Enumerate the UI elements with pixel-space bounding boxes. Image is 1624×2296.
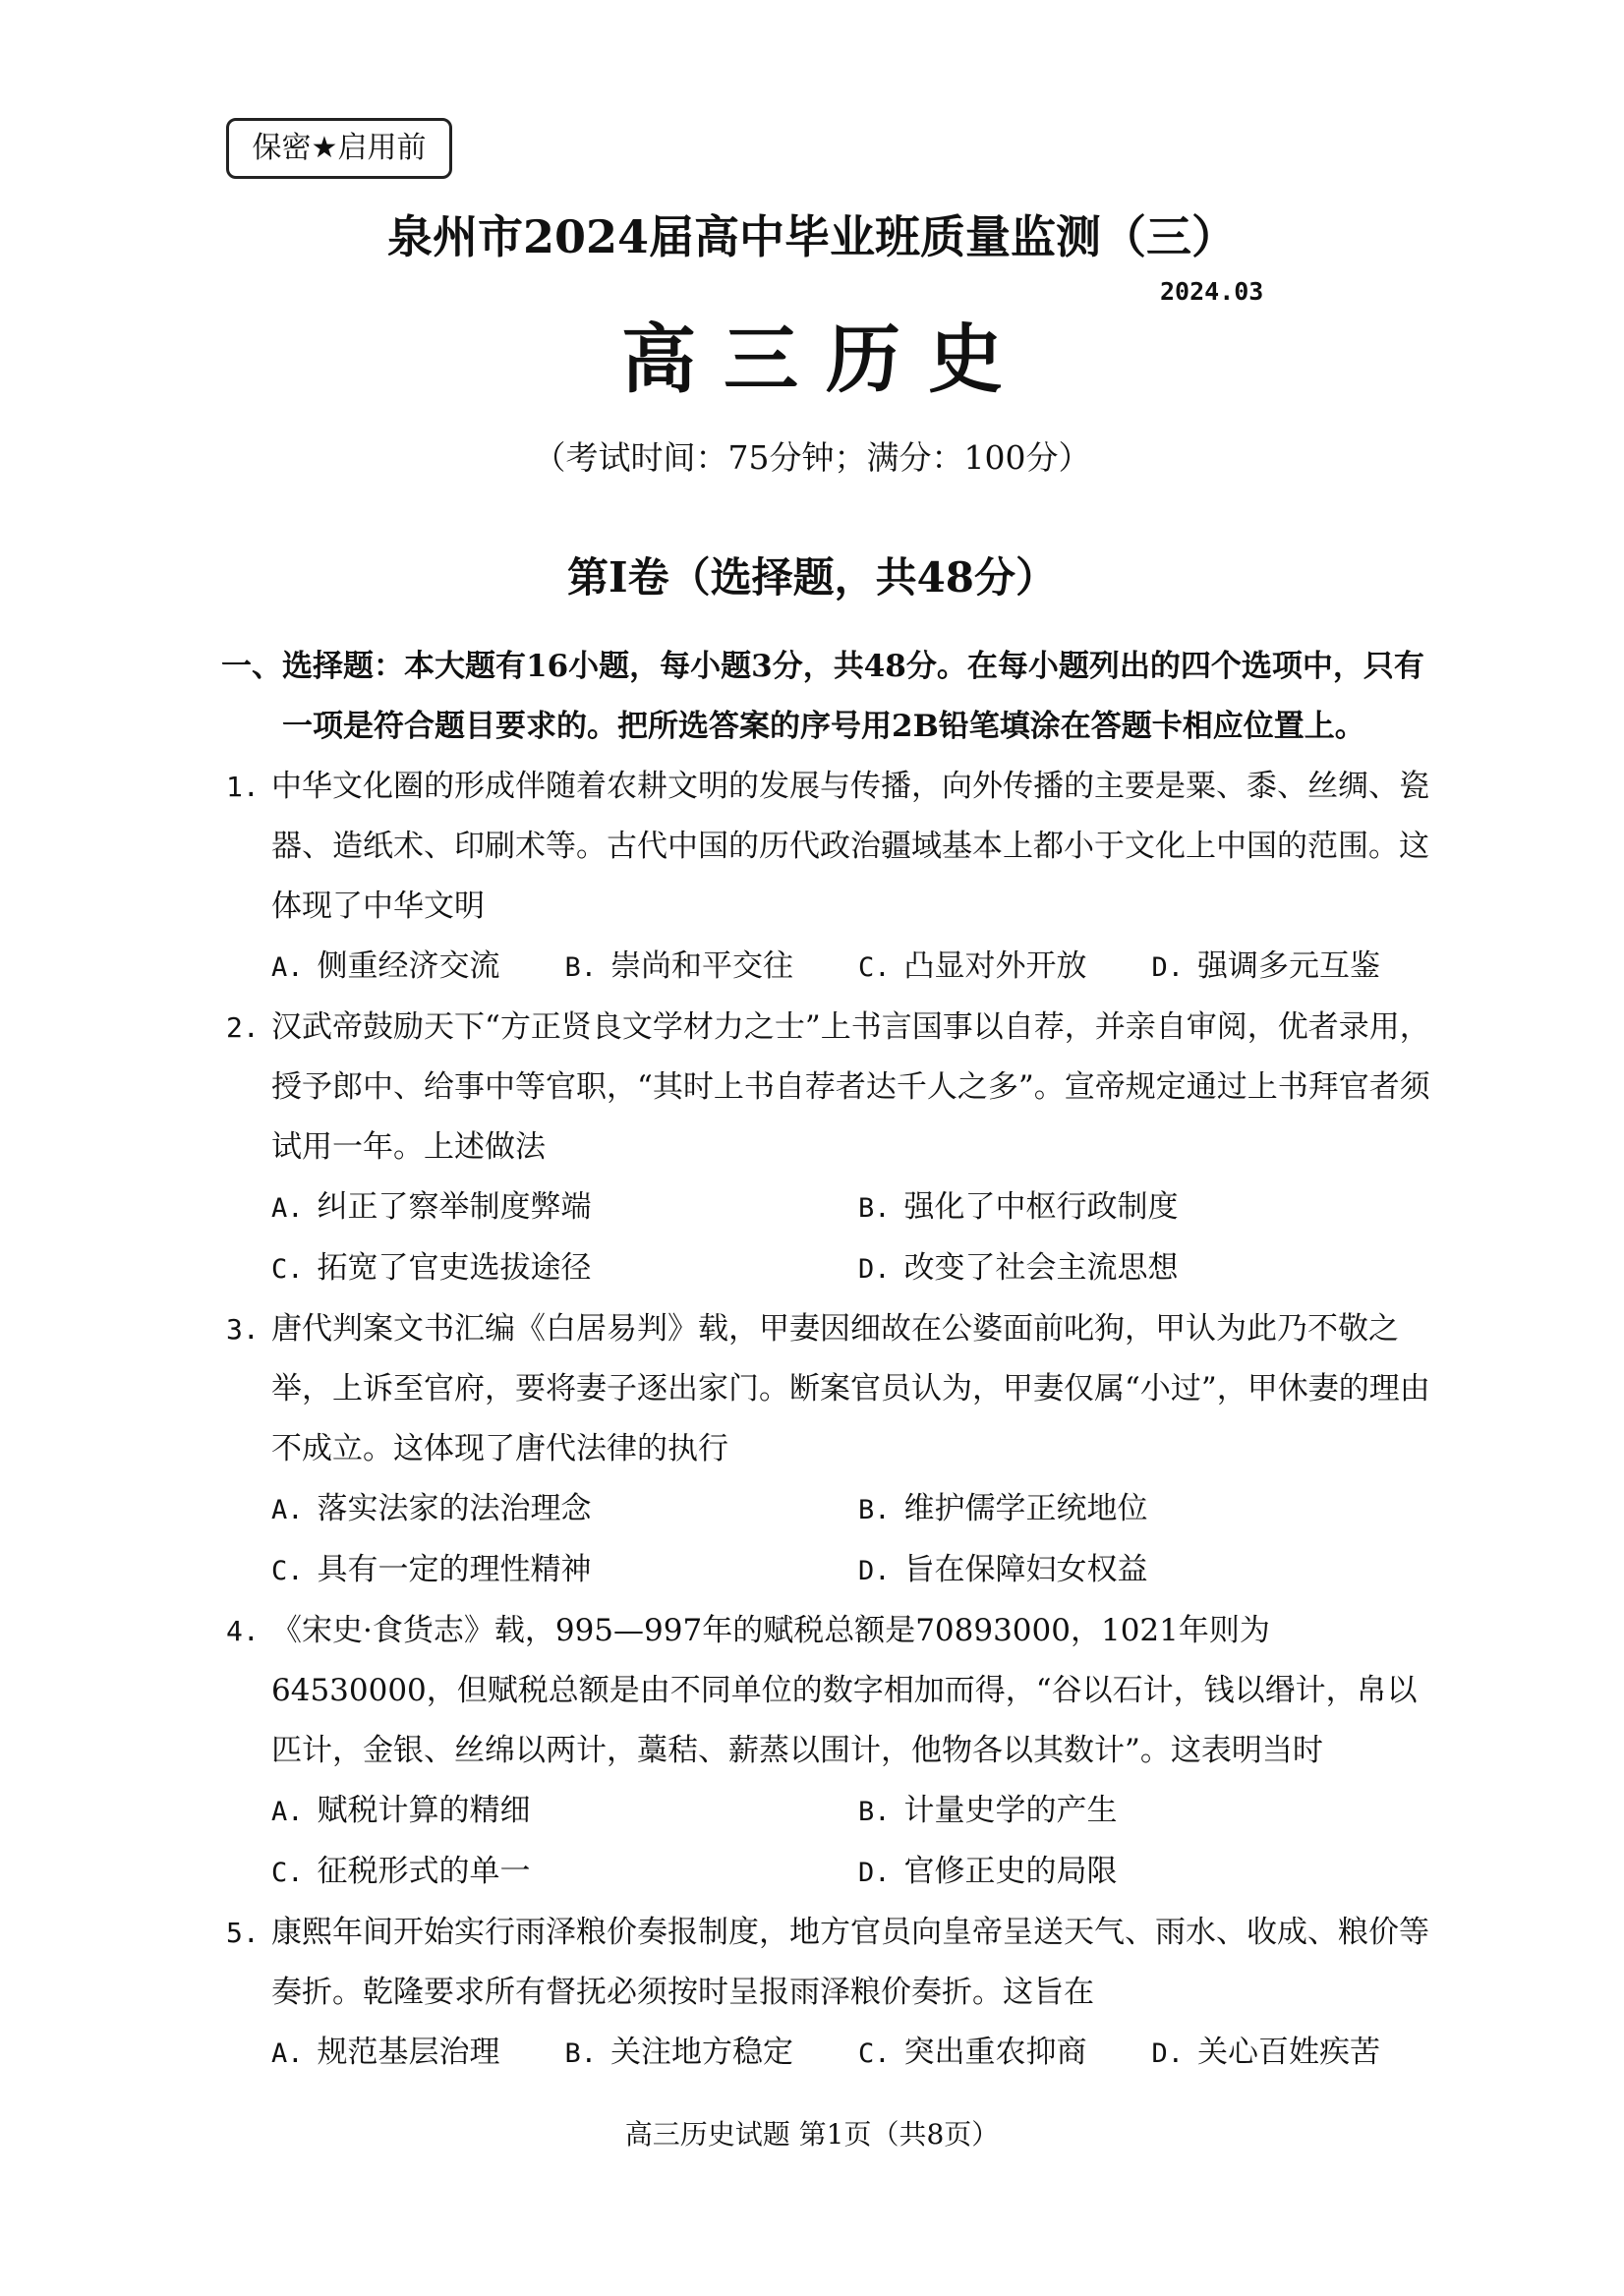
option-letter: A.	[271, 1193, 304, 1224]
option-letter: D.	[1151, 952, 1185, 983]
option-c	[858, 937, 1152, 998]
exam-title: 泉州市2024届高中毕业班质量监测（三）	[386, 210, 1238, 263]
option-c	[271, 1842, 858, 1903]
option-letter: C.	[858, 2038, 891, 2069]
option-row	[226, 2023, 1445, 2084]
question-text: 康熙年间开始实行雨泽粮价奏报制度，地方官员向皇帝呈送天气、雨水、收成、粮价等奏折。乾隆要求所有督抚必须按时呈报雨泽粮价奏折。这旨在	[271, 1915, 1429, 2010]
option-b	[858, 1479, 1445, 1540]
option-b	[858, 1177, 1445, 1238]
option-c	[271, 1238, 858, 1299]
option-text: 规范基层治理	[317, 2035, 500, 2070]
option-letter: C.	[858, 952, 891, 983]
question-stem	[226, 1299, 1445, 1479]
option-text: 崇尚和平交往	[610, 948, 794, 984]
option-text: 落实法家的法治理念	[317, 1491, 592, 1526]
option-d	[858, 1842, 1445, 1903]
option-text: 官修正史的局限	[903, 1854, 1118, 1889]
option-text: 关注地方稳定	[610, 2035, 794, 2070]
question-5	[226, 1903, 1445, 2084]
option-row	[226, 1781, 1445, 1842]
option-b	[858, 1781, 1445, 1842]
subject-title: 高三历史	[621, 316, 1030, 403]
option-letter: C.	[271, 1556, 304, 1586]
instructions-line-1: 一、选择题：本大题有16小题，每小题3分，共48分。在每小题列出的四个选项中，只有	[221, 649, 1424, 684]
option-row	[226, 937, 1445, 998]
question-text: 《宋史·食货志》载，995—997年的赋税总额是70893000，1021年则为64530000，但赋税总额是由不同单位的数字相加而得，“谷以石计，钱以缗计，帛以匹计，金银、丝绵以两计，藁秸、薪蒸以围计，他物各以其数计”。这表明当时	[271, 1613, 1418, 1768]
option-letter: A.	[271, 1797, 304, 1827]
question-4	[226, 1601, 1445, 1903]
option-letter: B.	[564, 2038, 598, 2069]
option-text: 强调多元互鉴	[1197, 948, 1381, 984]
option-text: 侧重经济交流	[317, 948, 500, 984]
option-letter: A.	[271, 2038, 304, 2069]
option-text: 突出重农抑商	[903, 2035, 1087, 2070]
question-number: 5.	[226, 1917, 260, 1949]
question-number: 3.	[226, 1313, 260, 1346]
option-row	[226, 1540, 1445, 1601]
option-d	[858, 1540, 1445, 1601]
option-letter: D.	[858, 1254, 891, 1285]
question-number: 2.	[226, 1011, 260, 1044]
page-footer: 高三历史试题 第1页（共8页）	[624, 2118, 1000, 2151]
option-text: 纠正了察举制度弊端	[317, 1189, 592, 1225]
section-instructions	[221, 637, 1440, 757]
option-text: 维护儒学正统地位	[903, 1491, 1148, 1526]
option-text: 赋税计算的精细	[317, 1793, 531, 1828]
option-d	[858, 1238, 1445, 1299]
exam-info: （考试时间：75分钟；满分：100分）	[533, 438, 1091, 477]
option-text: 具有一定的理性精神	[317, 1552, 592, 1587]
option-a	[271, 1479, 858, 1540]
option-letter: B.	[858, 1495, 891, 1525]
option-text: 计量史学的产生	[903, 1793, 1118, 1828]
option-a	[271, 1781, 858, 1842]
question-list	[226, 757, 1445, 2084]
option-d	[1152, 937, 1446, 998]
option-text: 拓宽了官吏选拔途径	[317, 1250, 592, 1286]
option-letter: B.	[564, 952, 598, 983]
option-letter: D.	[858, 1858, 891, 1888]
option-letter: B.	[858, 1193, 891, 1224]
option-row	[226, 1479, 1445, 1540]
option-a	[271, 2023, 565, 2084]
question-number: 1.	[226, 771, 260, 803]
option-text: 改变了社会主流思想	[903, 1250, 1179, 1286]
question-3	[226, 1299, 1445, 1601]
question-stem	[226, 757, 1445, 937]
option-letter: B.	[858, 1797, 891, 1827]
question-stem	[226, 1601, 1445, 1781]
option-text: 征税形式的单一	[317, 1854, 531, 1889]
option-letter: C.	[271, 1858, 304, 1888]
option-b	[565, 937, 859, 998]
question-text: 唐代判案文书汇编《白居易判》载，甲妻因细故在公婆面前叱狗，甲认为此乃不敬之举，上诉至官府，要将妻子逐出家门。断案官员认为，甲妻仅属“小过”，甲休妻的理由不成立。这体现了唐代法律的执行	[271, 1311, 1430, 1466]
question-text: 中华文化圈的形成伴随着农耕文明的发展与传播，向外传播的主要是粟、黍、丝绸、瓷器、造纸术、印刷术等。古代中国的历代政治疆域基本上都小于文化上中国的范围。这体现了中华文明	[271, 769, 1429, 924]
option-text: 关心百姓疾苦	[1197, 2035, 1381, 2070]
question-2	[226, 998, 1445, 1299]
option-letter: D.	[1151, 2038, 1185, 2069]
question-stem	[226, 998, 1445, 1177]
exam-date: 2024.03	[1160, 277, 1264, 306]
option-row	[226, 1238, 1445, 1299]
question-number: 4.	[226, 1615, 260, 1647]
option-c	[858, 2023, 1152, 2084]
option-row	[226, 1177, 1445, 1238]
option-d	[1152, 2023, 1446, 2084]
option-text: 强化了中枢行政制度	[903, 1189, 1179, 1225]
option-letter: C.	[271, 1254, 304, 1285]
option-text: 旨在保障妇女权益	[903, 1552, 1148, 1587]
instructions-line-2: 一项是符合题目要求的。把所选答案的序号用2B铅笔填涂在答题卡相应位置上。	[282, 709, 1365, 744]
question-1	[226, 757, 1445, 998]
option-text: 凸显对外开放	[903, 948, 1087, 984]
option-a	[271, 937, 565, 998]
question-stem	[226, 1903, 1445, 2023]
confidential-stamp: 保密★启用前	[226, 118, 452, 179]
section-title: 第I卷（选择题，共48分）	[566, 553, 1058, 602]
option-c	[271, 1540, 858, 1601]
option-row	[226, 1842, 1445, 1903]
option-letter: A.	[271, 1495, 304, 1525]
option-b	[565, 2023, 859, 2084]
question-text: 汉武帝鼓励天下“方正贤良文学材力之士”上书言国事以自荐，并亲自审阅，优者录用，授予郎中、给事中等官职，“其时上书自荐者达千人之多”。宣帝规定通过上书拜官者须试用一年。上述做法	[271, 1009, 1430, 1165]
option-a	[271, 1177, 858, 1238]
option-letter: D.	[858, 1556, 891, 1586]
option-letter: A.	[271, 952, 304, 983]
